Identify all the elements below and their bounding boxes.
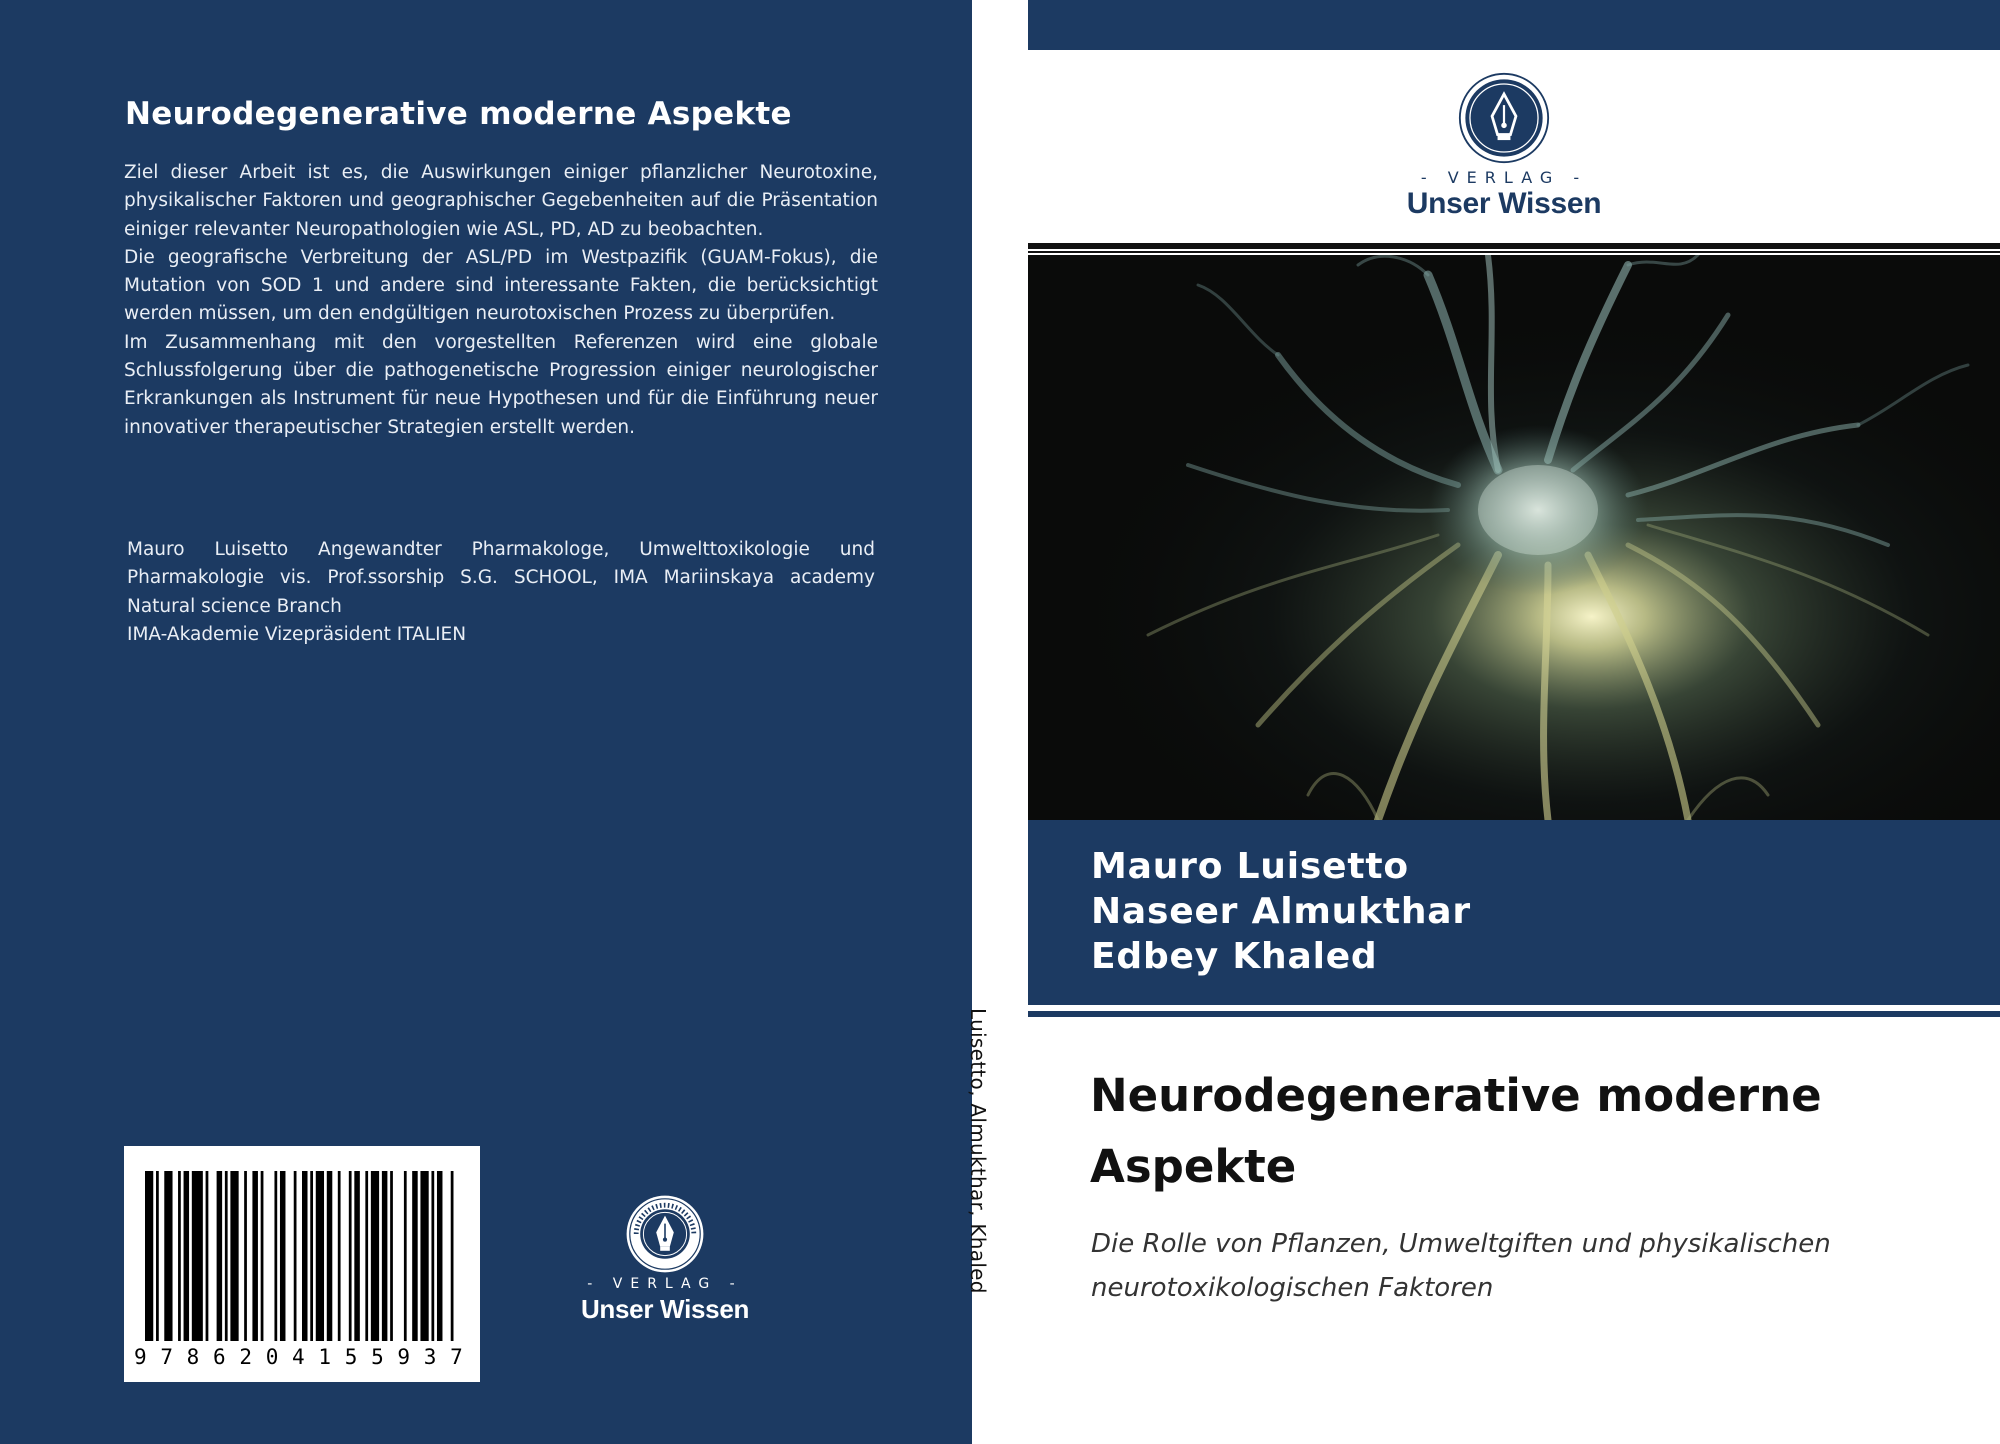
spine-authors: Luisetto, Almukthar, Khaled <box>966 1008 990 1294</box>
divider-rule <box>1028 251 2000 253</box>
author-bio-paragraph: Mauro Luisetto Angewandter Pharmakologe, Umwelttoxikologie und Pharmakologie vis. Prof.ssorship S.G. SCHOOL, IMA Mariinskaya academy Natural science Branch <box>127 539 875 617</box>
publisher-brand-name: Unser Wissen <box>1406 187 1602 220</box>
divider-rule <box>1028 243 2000 249</box>
divider-rule <box>1028 1011 2000 1017</box>
front-top-bar <box>1028 0 2000 50</box>
publisher-verlag-label: - VERLAG - <box>587 1276 743 1292</box>
publisher-logo-back <box>570 1194 760 1325</box>
publisher-brand-name: Unser Wissen <box>580 1294 750 1324</box>
blurb-paragraph: Im Zusammenhang mit den vorgestellten Referenzen wird eine globale Schlussfolgerung über die pathogenetische Progression einiger neurologischer Erkrankungen als Instrument für neue Hypothesen und für die Einführung neuer innovativer therapeutischer Strategien erstellt werden. <box>124 331 878 438</box>
subtitle-line: Die Rolle von Pflanzen, Umweltgiften und physikalischen <box>1091 1229 1831 1259</box>
blurb-paragraph: Ziel dieser Arbeit ist es, die Auswirkungen einiger pflanzlicher Neurotoxine, physikalischer Faktoren und geographischer Gegebenheiten auf die Präsentation einiger relevanter Neuropathologien wie ASL, PD, AD zu beobachten. <box>124 162 878 240</box>
publisher-logo-front <box>1394 72 1614 221</box>
author-name: Mauro Luisetto <box>1091 846 1409 887</box>
author-bio <box>127 536 875 649</box>
isbn-barcode <box>124 1146 480 1382</box>
subtitle-line: neurotoxikologischen Faktoren <box>1091 1273 1494 1303</box>
barcode-bars <box>145 1171 459 1341</box>
author-name: Naseer Almukthar <box>1091 891 1471 932</box>
front-cover-title <box>1090 1060 1970 1202</box>
back-cover-blurb <box>124 159 878 442</box>
blurb-paragraph: Die geografische Verbreitung der ASL/PD im Westpazifik (GUAM-Fokus), die Mutation von SOD 1 und andere sind interessante Fakten, die berücksichtigt werden müssen, um den endgültigen neurotoxischen Prozess zu überprüfen. <box>124 246 878 325</box>
fountain-pen-nib-icon <box>1458 72 1550 164</box>
fountain-pen-nib-icon <box>625 1194 705 1274</box>
front-cover-subtitle <box>1091 1222 1971 1310</box>
publisher-verlag-label: - VERLAG - <box>1420 168 1588 187</box>
back-cover-title: Neurodegenerative moderne Aspekte <box>125 96 792 132</box>
isbn-number: 9786204155937 <box>134 1345 477 1369</box>
neuron-illustration <box>1028 255 2000 820</box>
author-name: Edbey Khaled <box>1091 936 1378 977</box>
author-bio-paragraph: IMA-Akademie Vizepräsident ITALIEN <box>127 623 467 645</box>
title-line: Aspekte <box>1090 1140 1297 1193</box>
title-line: Neurodegenerative moderne <box>1090 1069 1822 1122</box>
